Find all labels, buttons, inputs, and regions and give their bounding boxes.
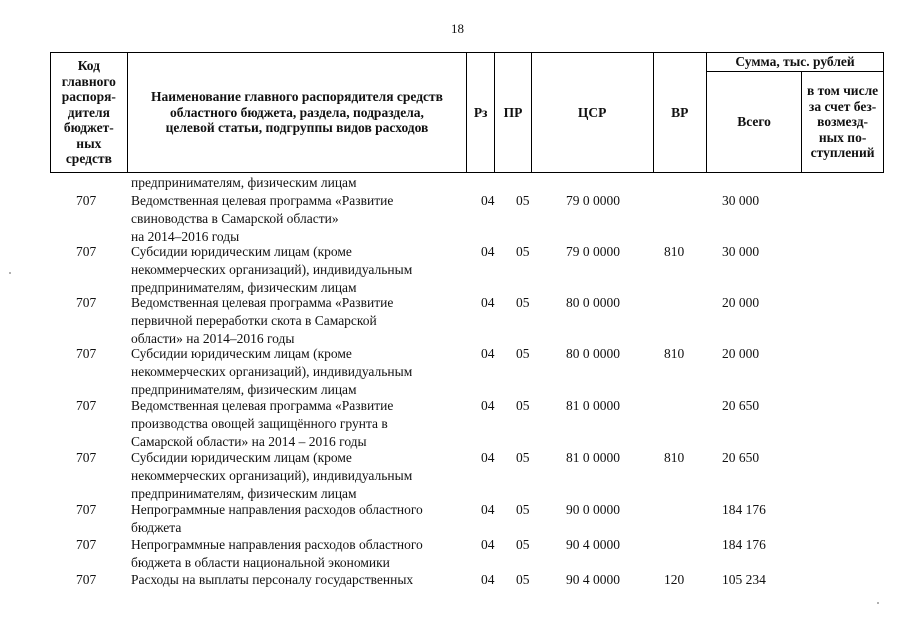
header-vr: ВР xyxy=(653,53,707,173)
cell-kod: 707 xyxy=(76,193,97,208)
cell-name-line: бюджета xyxy=(131,519,182,535)
cell-kod: 707 xyxy=(76,295,97,310)
header-kod xyxy=(51,53,128,173)
cell-pr: 05 xyxy=(516,244,530,259)
scan-speck xyxy=(9,272,11,274)
cell-kod: 707 xyxy=(76,572,97,587)
cell-name-line: некоммерческих организаций), индивидуальным xyxy=(131,261,413,277)
cell-rz: 04 xyxy=(481,572,495,587)
cell-sum: 20 000 xyxy=(722,346,760,361)
cell-vr: 810 xyxy=(664,244,685,259)
cell-name-line: Субсидии юридическим лицам (кроме xyxy=(131,450,352,465)
cell-name-line: области» на 2014–2016 годы xyxy=(131,330,295,346)
cell-csr: 79 0 0000 xyxy=(566,193,620,208)
header-all: Всего xyxy=(707,72,802,173)
cell-rz: 04 xyxy=(481,537,495,552)
header-kod-line: бюджет- xyxy=(63,120,114,136)
header-name-line: Наименование главного распорядителя средств xyxy=(150,89,443,105)
cell-kod: 707 xyxy=(76,398,97,413)
cell-pr: 05 xyxy=(516,295,530,310)
cell-name-line: некоммерческих организаций), индивидуальным xyxy=(131,467,413,483)
header-kod-line: ных xyxy=(76,135,102,151)
cell-kod: 707 xyxy=(76,244,97,259)
cell-vr: 120 xyxy=(664,572,685,587)
cell-name-line: производства овощей защищённого грунта в xyxy=(131,415,388,431)
cell-sum: 184 176 xyxy=(722,502,766,517)
header-kod-line: Код xyxy=(77,58,100,74)
cell-name-line: некоммерческих организаций), индивидуальным xyxy=(131,363,413,379)
cell-pr: 05 xyxy=(516,193,530,208)
cell-sum: 105 234 xyxy=(722,572,766,587)
cell-name-line: Расходы на выплаты персоналу государственных xyxy=(131,572,414,587)
cell-name-line: предпринимателям, физическим лицам xyxy=(131,381,357,397)
header-name-line: областного бюджета, раздела, подраздела, xyxy=(170,104,424,120)
header-incl-line: за счет без- xyxy=(808,98,877,114)
scan-speck xyxy=(877,602,879,604)
cell-name-line: Ведомственная целевая программа «Развитие xyxy=(131,193,394,208)
cell-name-line: Субсидии юридическим лицам (кроме xyxy=(131,346,352,361)
cell-sum: 184 176 xyxy=(722,537,766,552)
header-pr: ПР xyxy=(495,53,532,173)
cell-kod: 707 xyxy=(76,450,97,465)
header-name-line: целевой статьи, подгруппы видов расходов xyxy=(165,120,429,136)
cell-pr: 05 xyxy=(516,398,530,413)
cell-rz: 04 xyxy=(481,193,495,208)
cell-kod: 707 xyxy=(76,346,97,361)
cell-name-line: Субсидии юридическим лицам (кроме xyxy=(131,244,352,259)
cell-name-line: Непрограммные направления расходов областного xyxy=(131,502,423,517)
cell-name-line: бюджета в области национальной экономики xyxy=(131,554,390,570)
header-incl-line: ступлений xyxy=(810,145,875,161)
cell-csr: 90 4 0000 xyxy=(566,537,620,552)
cell-name-line: Непрограммные направления расходов областного xyxy=(131,537,423,552)
cell-rz: 04 xyxy=(481,450,495,465)
cell-sum: 20 650 xyxy=(722,450,760,465)
cell-csr: 90 0 0000 xyxy=(566,502,620,517)
cell-name-line: на 2014–2016 годы xyxy=(131,228,240,244)
header-csr: ЦСР xyxy=(531,53,653,173)
cell-csr: 81 0 0000 xyxy=(566,450,620,465)
cell-name-line: Самарской области» на 2014 – 2016 годы xyxy=(131,433,367,449)
cell-pr: 05 xyxy=(516,502,530,517)
cell-csr: 80 0 0000 xyxy=(566,295,620,310)
cell-pr: 05 xyxy=(516,537,530,552)
cell-rz: 04 xyxy=(481,502,495,517)
cell-pr: 05 xyxy=(516,450,530,465)
header-name xyxy=(127,53,467,173)
header-kod-line: средств xyxy=(65,151,112,167)
cell-rz: 04 xyxy=(481,295,495,310)
cell-pr: 05 xyxy=(516,346,530,361)
header-incl xyxy=(802,72,884,173)
cell-rz: 04 xyxy=(481,398,495,413)
page-number: 18 xyxy=(451,21,464,36)
header-kod-line: главного xyxy=(61,73,116,89)
cell-name-line: предпринимателям, физическим лицам xyxy=(131,175,357,190)
cell-kod: 707 xyxy=(76,537,97,552)
cell-name-line: первичной переработки скота в Самарской xyxy=(131,312,377,328)
header-kod-line: дителя xyxy=(67,104,110,120)
cell-csr: 81 0 0000 xyxy=(566,398,620,413)
cell-vr: 810 xyxy=(664,346,685,361)
cell-sum: 20 650 xyxy=(722,398,760,413)
cell-name-line: предпринимателям, физическим лицам xyxy=(131,279,357,295)
cell-csr: 79 0 0000 xyxy=(566,244,620,259)
cell-name-line: Ведомственная целевая программа «Развитие xyxy=(131,398,394,413)
cell-rz: 04 xyxy=(481,244,495,259)
table-header xyxy=(50,52,884,173)
header-sum-title: Сумма, тыс. рублей xyxy=(707,53,884,72)
header-incl-line: в том числе xyxy=(807,83,879,99)
cell-sum: 20 000 xyxy=(722,295,760,310)
header-incl-line: возмезд- xyxy=(817,114,869,130)
cell-name-line: предпринимателям, физическим лицам xyxy=(131,485,357,501)
cell-sum: 30 000 xyxy=(722,193,760,208)
cell-csr: 90 4 0000 xyxy=(566,572,620,587)
cell-rz: 04 xyxy=(481,346,495,361)
cell-csr: 80 0 0000 xyxy=(566,346,620,361)
header-rz: Рз xyxy=(467,53,495,173)
cell-sum: 30 000 xyxy=(722,244,760,259)
header-kod-line: распоря- xyxy=(61,89,116,105)
header-incl-line: ных по- xyxy=(818,129,867,145)
cell-vr: 810 xyxy=(664,450,685,465)
cell-name-line: свиноводства в Самарской области» xyxy=(131,210,339,226)
cell-pr: 05 xyxy=(516,572,530,587)
cell-name-line: Ведомственная целевая программа «Развитие xyxy=(131,295,394,310)
cell-kod: 707 xyxy=(76,502,97,517)
